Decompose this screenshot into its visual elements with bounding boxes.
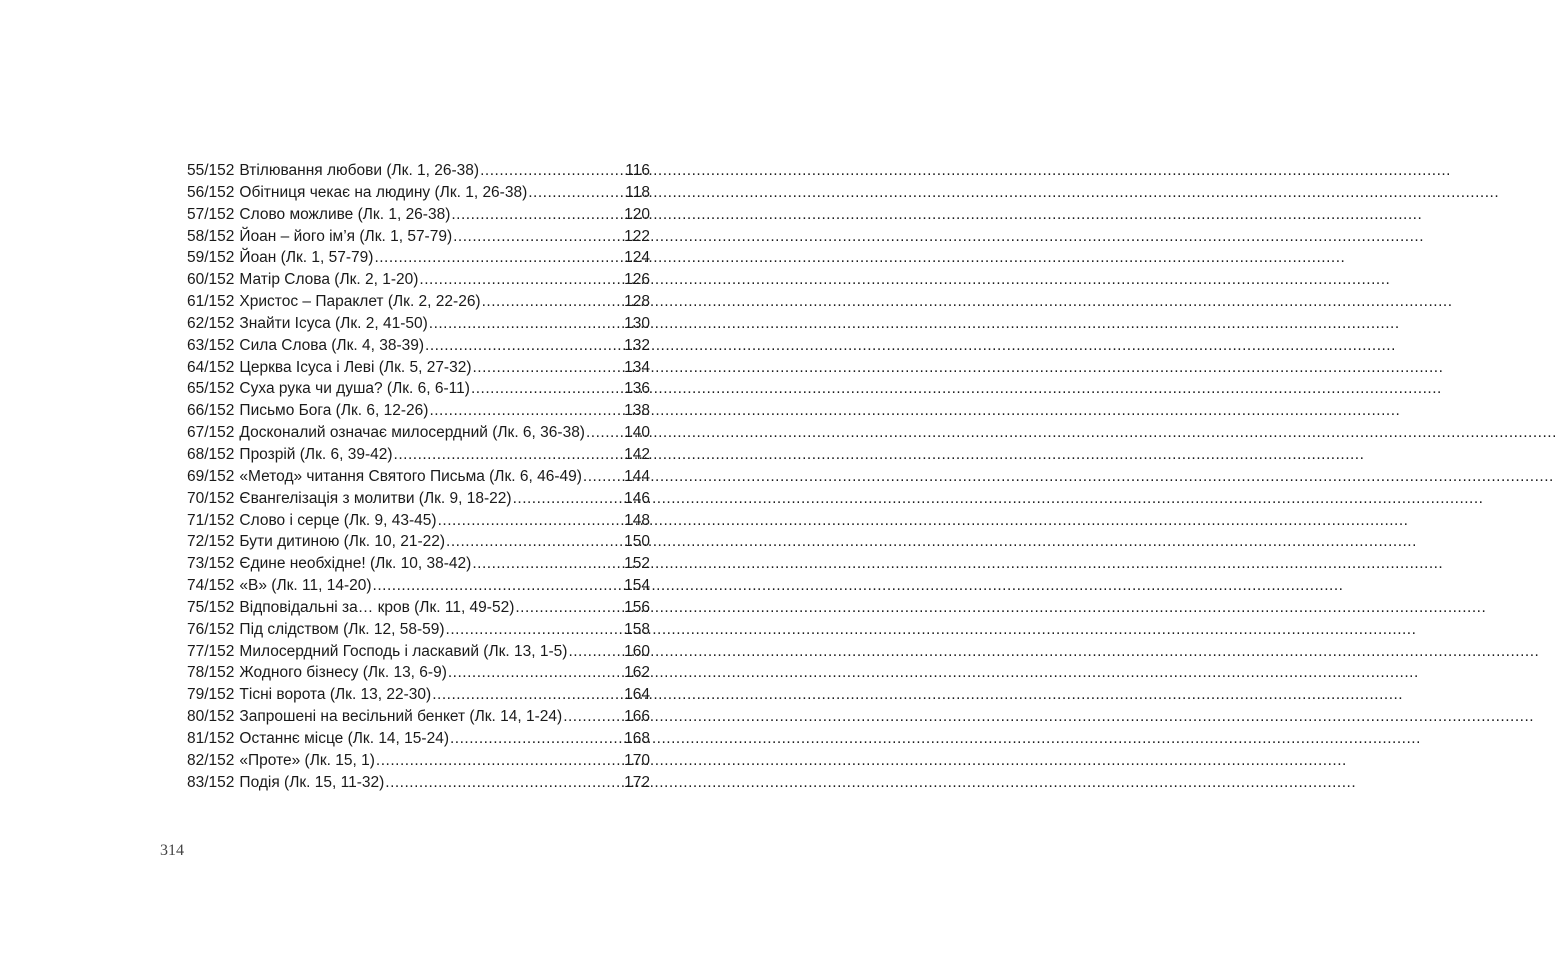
toc-entry (187, 575, 650, 597)
toc-entry-title: Євангелізація з молитви (Лк. 9, 18-22) (239, 489, 512, 507)
toc-entry (187, 444, 650, 466)
toc-entry-page: 142 (624, 445, 650, 463)
toc-entry-number: 62/152 (187, 314, 235, 332)
toc-entry (187, 553, 650, 575)
toc-entry-number: 76/152 (187, 620, 235, 638)
toc-entry-page: 160 (624, 642, 650, 660)
toc-leader-dots (425, 335, 623, 357)
table-of-contents (187, 160, 650, 793)
toc-leader-dots (385, 772, 623, 794)
toc-entry-page: 140 (624, 424, 650, 442)
toc-entry (187, 204, 650, 226)
toc-leader-dots (373, 575, 624, 597)
page-number: 314 (160, 842, 184, 859)
toc-entry-title: Бути дитиною (Лк. 10, 21-22) (239, 533, 446, 551)
toc-leader-dots (471, 378, 623, 400)
toc-leader-dots (446, 619, 624, 641)
toc-entry-page: 156 (624, 598, 650, 616)
toc-entry-page: 122 (624, 227, 650, 245)
toc-entry-title: Слово можливе (Лк. 1, 26-38) (239, 205, 451, 223)
toc-entry-title: Під слідством (Лк. 12, 58-59) (239, 620, 445, 638)
toc-entry (187, 182, 650, 204)
toc-entry (187, 378, 650, 400)
toc-entry-title: Прозрій (Лк. 6, 39-42) (239, 445, 393, 463)
toc-entry-page: 120 (624, 205, 650, 223)
toc-entry (187, 313, 650, 335)
toc-entry-number: 71/152 (187, 511, 235, 529)
toc-entry-page: 158 (624, 620, 650, 638)
toc-entry-number: 57/152 (187, 205, 235, 223)
toc-leader-dots (376, 750, 623, 772)
toc-entry-title: Досконалий означає милосердний (Лк. 6, 36-38) (239, 424, 585, 442)
toc-entry-title: Тісні ворота (Лк. 13, 22-30) (239, 686, 432, 704)
toc-leader-dots (563, 706, 623, 728)
toc-leader-dots (374, 247, 623, 269)
toc-entry-title: Матір Слова (Лк. 2, 1-20) (239, 271, 419, 289)
toc-entry-title: Подія (Лк. 15, 11-32) (239, 773, 385, 791)
toc-leader-dots (429, 313, 623, 335)
toc-entry-number: 75/152 (187, 598, 235, 616)
toc-entry-number: 55/152 (187, 162, 235, 179)
toc-entry (187, 291, 650, 313)
toc-entry-page: 136 (624, 380, 650, 398)
toc-entry-number: 78/152 (187, 664, 235, 682)
toc-entry-number: 72/152 (187, 533, 235, 551)
toc-entry-title: Єдине необхідне! (Лк. 10, 38-42) (239, 555, 472, 573)
toc-entry (187, 619, 650, 641)
toc-entry-number: 69/152 (187, 467, 235, 485)
toc-entry-page: 132 (624, 336, 650, 354)
toc-entry (187, 400, 650, 422)
toc-entry-number: 66/152 (187, 402, 235, 420)
toc-entry-page: 148 (624, 511, 650, 529)
toc-entry-page: 144 (624, 467, 650, 485)
toc-entry (187, 684, 650, 706)
toc-entry-title: Запрошені на весільний бенкет (Лк. 14, 1-24) (239, 708, 563, 726)
toc-entry-page: 134 (624, 358, 650, 376)
toc-leader-dots (450, 728, 623, 750)
toc-entry-page: 150 (624, 533, 650, 551)
toc-entry-number: 64/152 (187, 358, 235, 376)
toc-entry-title: Відповідальні за… кров (Лк. 11, 49-52) (239, 598, 515, 616)
toc-leader-dots (419, 269, 623, 291)
toc-entry-page: 162 (624, 664, 650, 682)
toc-entry-title: «Метод» читання Святого Письма (Лк. 6, 46-49) (239, 467, 582, 485)
toc-entry (187, 488, 650, 510)
toc-entry-title: Суха рука чи душа? (Лк. 6, 6-11) (239, 380, 470, 398)
toc-leader-dots (528, 182, 624, 204)
toc-entry-number: 60/152 (187, 271, 235, 289)
toc-entry-page: 166 (624, 708, 650, 726)
toc-entry-title: Обітниця чекає на людину (Лк. 1, 26-38) (239, 183, 528, 201)
toc-entry-page: 146 (624, 489, 650, 507)
toc-entry (187, 641, 650, 663)
toc-entry-title: «В» (Лк. 11, 14-20) (239, 577, 372, 595)
toc-entry (187, 531, 650, 553)
toc-entry-title: Милосердний Господь і ласкавий (Лк. 13, 1-5) (239, 642, 568, 660)
toc-leader-dots (513, 488, 624, 510)
toc-entry-page: 168 (624, 729, 650, 747)
toc-entry-page: 138 (624, 402, 650, 420)
toc-entry (187, 597, 650, 619)
toc-leader-dots (583, 466, 623, 488)
toc-entry-page: 170 (624, 751, 650, 769)
toc-leader-dots (515, 597, 623, 619)
toc-leader-dots (480, 160, 624, 182)
toc-entry-number: 74/152 (187, 577, 235, 595)
toc-entry-number: 79/152 (187, 686, 235, 704)
toc-entry (187, 226, 650, 248)
toc-entry-title: «Проте» (Лк. 15, 1) (239, 751, 375, 769)
toc-entry-page: 128 (624, 293, 650, 311)
toc-entry-number: 68/152 (187, 445, 235, 463)
toc-entry-number: 81/152 (187, 729, 235, 747)
toc-entry (187, 662, 650, 684)
toc-entry-number: 67/152 (187, 424, 235, 442)
toc-entry-title: Йоан – його ім’я (Лк. 1, 57-79) (239, 227, 453, 245)
toc-entry-title: Письмо Бога (Лк. 6, 12-26) (239, 402, 429, 420)
toc-entry-number: 61/152 (187, 293, 235, 311)
toc-entry (187, 772, 650, 794)
toc-entry-number: 80/152 (187, 708, 235, 726)
toc-entry-page: 172 (624, 773, 650, 791)
toc-entry-title: Останнє місце (Лк. 14, 15-24) (239, 729, 449, 747)
toc-entry-number: 65/152 (187, 380, 235, 398)
toc-leader-dots (586, 422, 623, 444)
toc-entry-number: 59/152 (187, 249, 235, 267)
toc-leader-dots (473, 357, 624, 379)
toc-leader-dots (482, 291, 624, 313)
toc-leader-dots (429, 400, 623, 422)
toc-entry-title: Жодного бізнесу (Лк. 13, 6-9) (239, 664, 447, 682)
toc-entry (187, 335, 650, 357)
toc-entry-page: 116 (625, 162, 650, 179)
toc-leader-dots (472, 553, 623, 575)
toc-entry-page: 124 (624, 249, 650, 267)
toc-entry-number: 58/152 (187, 227, 235, 245)
toc-leader-dots (432, 684, 623, 706)
toc-leader-dots (568, 641, 623, 663)
toc-entry-title: Христос – Параклет (Лк. 2, 22-26) (239, 293, 481, 311)
toc-entry (187, 706, 650, 728)
toc-entry (187, 357, 650, 379)
toc-entry-page: 130 (624, 314, 650, 332)
toc-entry-page: 154 (624, 577, 650, 595)
toc-entry-page: 118 (625, 183, 650, 201)
toc-entry-number: 70/152 (187, 489, 235, 507)
toc-entry-number: 56/152 (187, 183, 235, 201)
toc-entry (187, 247, 650, 269)
toc-entry (187, 510, 650, 532)
toc-leader-dots (394, 444, 624, 466)
toc-entry-title: Слово і серце (Лк. 9, 43-45) (239, 511, 437, 529)
toc-entry (187, 466, 650, 488)
toc-leader-dots (451, 204, 623, 226)
toc-entry-number: 83/152 (187, 773, 235, 791)
toc-entry-page: 126 (624, 271, 650, 289)
toc-entry-title: Церква Ісуса і Леві (Лк. 5, 27-32) (239, 358, 472, 376)
toc-entry (187, 750, 650, 772)
toc-entry-title: Сила Слова (Лк. 4, 38-39) (239, 336, 425, 354)
toc-entry-number: 63/152 (187, 336, 235, 354)
toc-entry-page: 164 (624, 686, 650, 704)
toc-entry-number: 73/152 (187, 555, 235, 573)
toc-entry (187, 422, 650, 444)
toc-leader-dots (446, 531, 623, 553)
toc-leader-dots (448, 662, 623, 684)
toc-entry-title: Втілювання любови (Лк. 1, 26-38) (239, 162, 480, 179)
toc-entry-title: Йоан (Лк. 1, 57-79) (239, 249, 374, 267)
toc-leader-dots (453, 226, 623, 248)
toc-leader-dots (438, 510, 624, 532)
toc-entry-title: Знайти Ісуса (Лк. 2, 41-50) (239, 314, 428, 332)
toc-entry (187, 160, 650, 182)
toc-entry (187, 269, 650, 291)
toc-entry-number: 77/152 (187, 642, 235, 660)
toc-entry (187, 728, 650, 750)
toc-entry-number: 82/152 (187, 751, 235, 769)
toc-entry-page: 152 (624, 555, 650, 573)
